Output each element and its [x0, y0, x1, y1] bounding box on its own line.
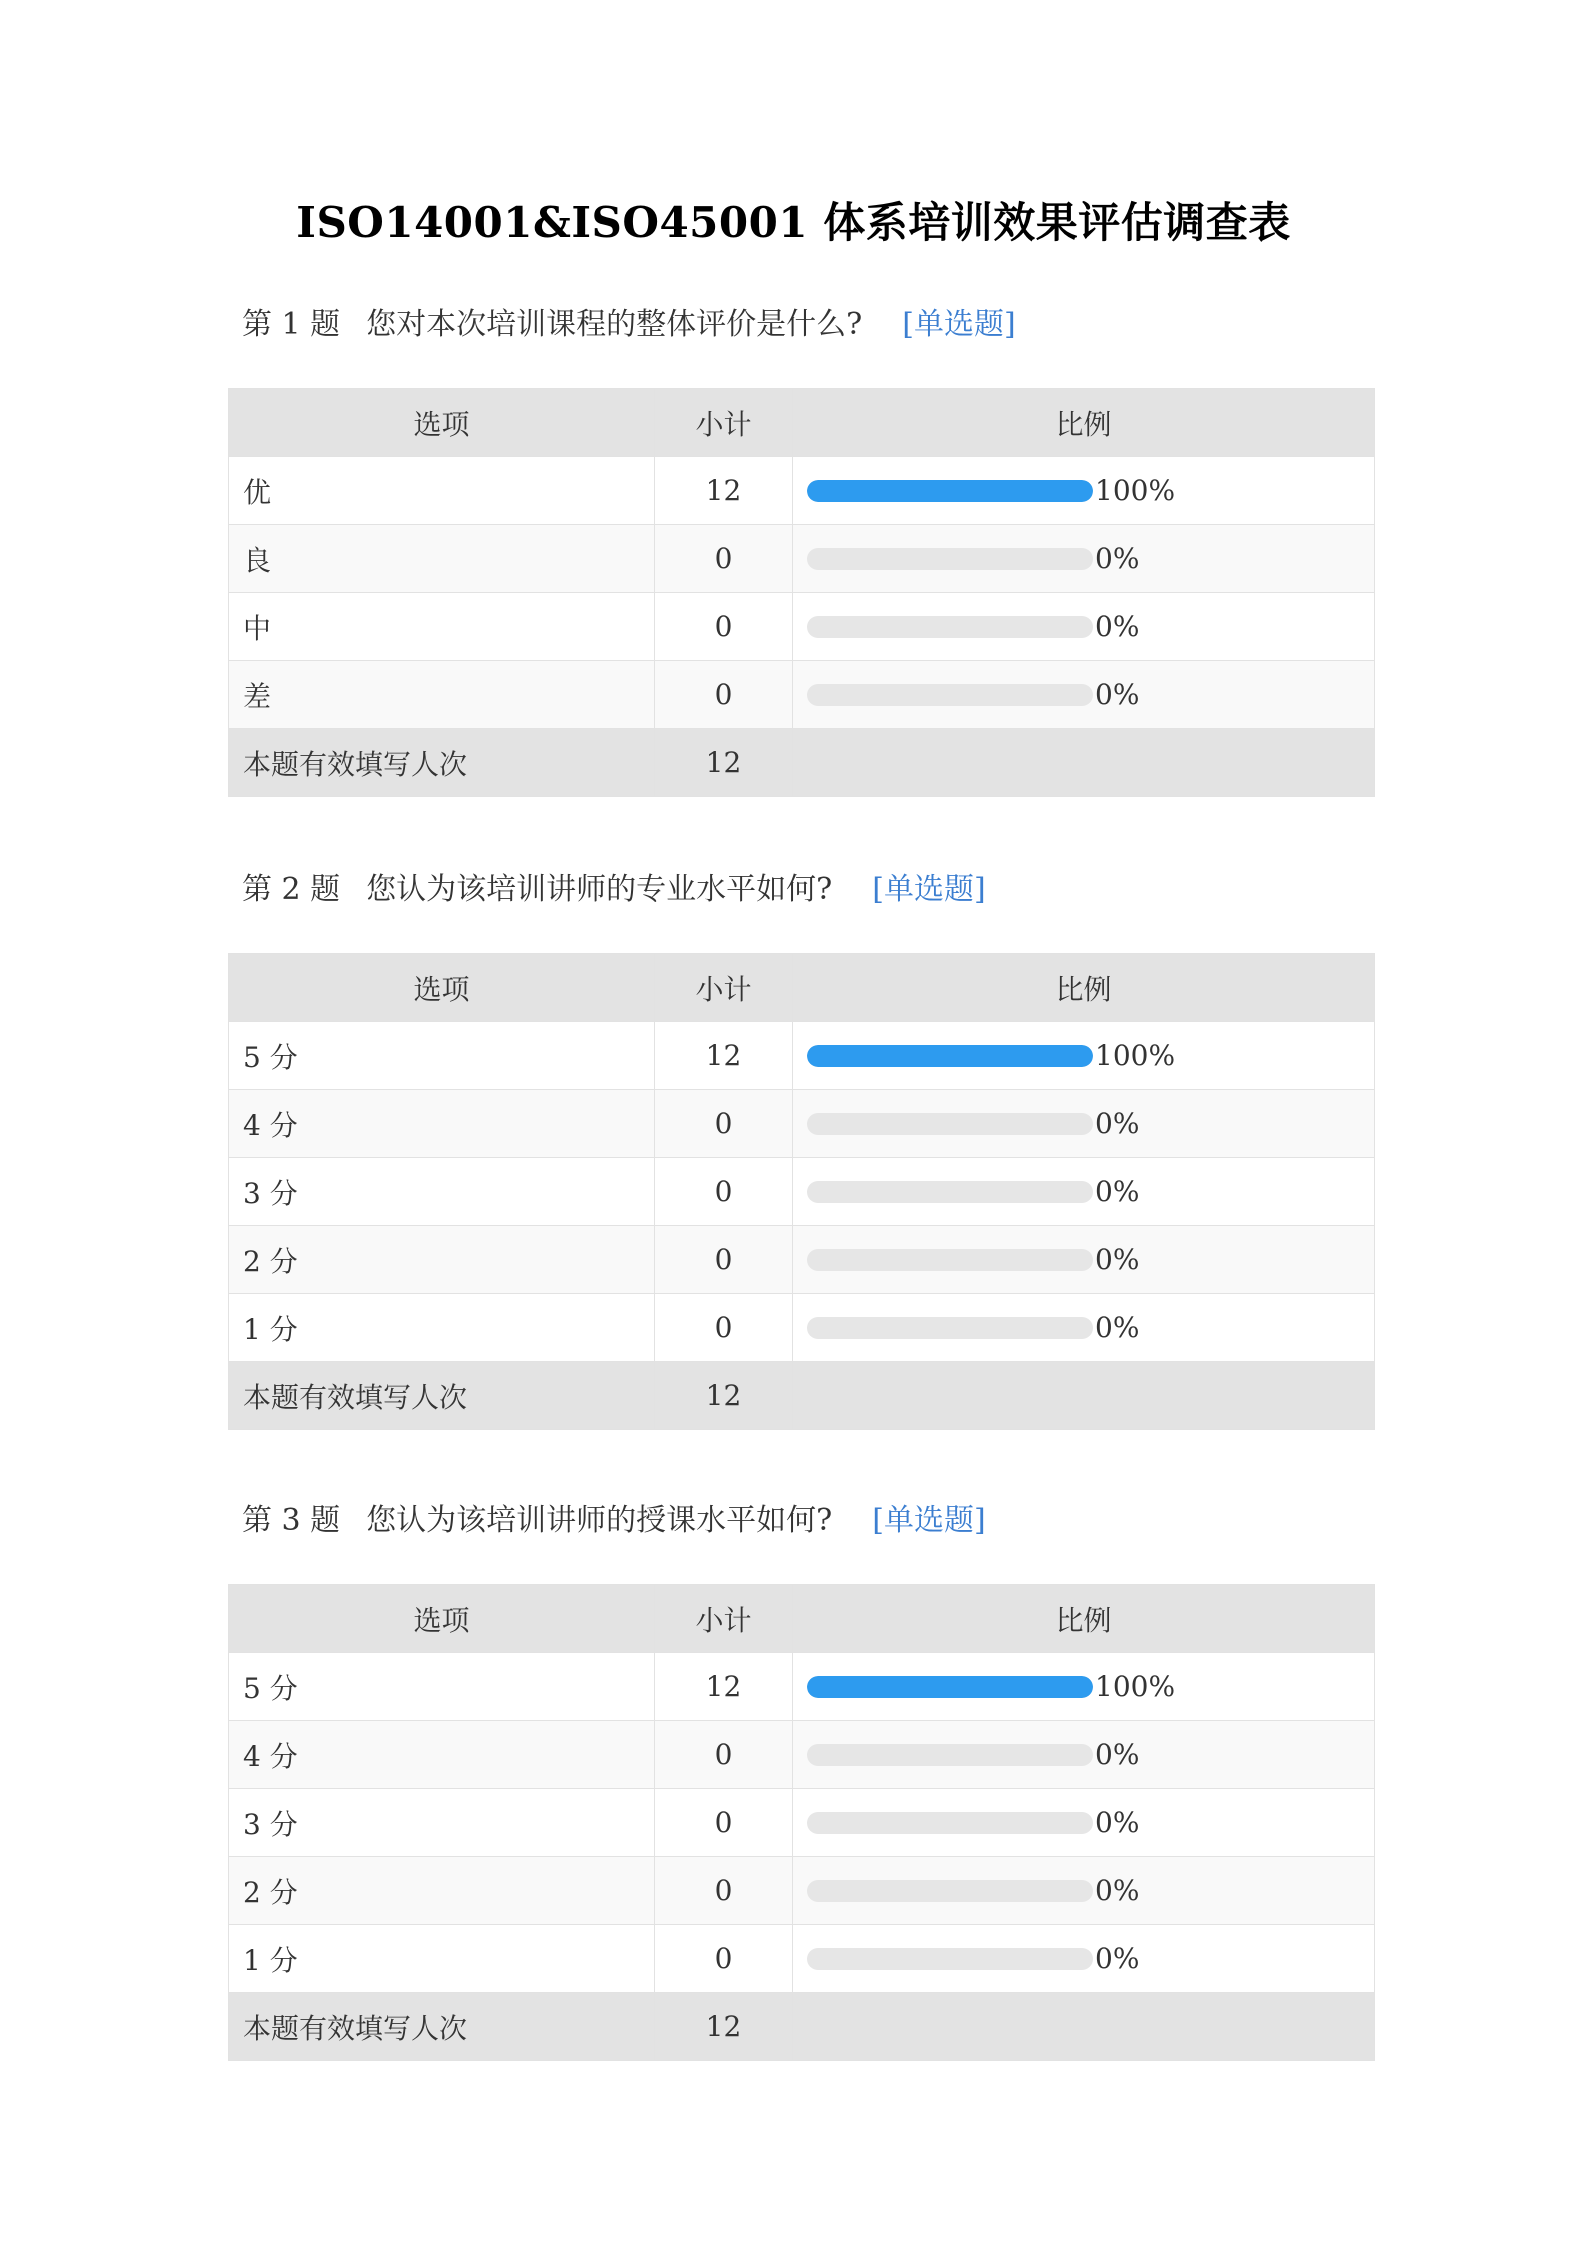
option-count: 0: [655, 1925, 793, 1993]
question-1: [228, 290, 1374, 797]
table-row: [229, 1857, 1375, 1925]
option-label: 3 分: [229, 1158, 655, 1226]
ratio-percent: 0%: [1095, 610, 1140, 643]
header-count: 小计: [655, 1585, 793, 1653]
question-type-tag: [单选题]: [872, 1503, 986, 1538]
option-ratio: [793, 1789, 1375, 1857]
option-label: 2 分: [229, 1857, 655, 1925]
ratio-percent: 0%: [1095, 1311, 1140, 1344]
result-table: [228, 388, 1375, 797]
option-count: 12: [655, 1022, 793, 1090]
question-text: 您认为该培训讲师的授课水平如何?: [366, 1503, 833, 1538]
table-footer-row: [229, 729, 1375, 797]
question-number: 第 1 题: [242, 307, 341, 342]
option-label: 5 分: [229, 1653, 655, 1721]
option-label: 优: [229, 457, 655, 525]
footer-total: 12: [655, 1362, 793, 1430]
question-text: 您对本次培训课程的整体评价是什么?: [366, 307, 863, 342]
ratio-percent: 0%: [1095, 1874, 1140, 1907]
footer-label: 本题有效填写人次: [229, 1362, 655, 1430]
question-number: 第 2 题: [242, 872, 341, 907]
ratio-bar-track: [807, 480, 1093, 502]
ratio-bar-track: [807, 616, 1093, 638]
ratio-bar-track: [807, 548, 1093, 570]
option-ratio: [793, 1226, 1375, 1294]
question-type-tag: [单选题]: [872, 872, 986, 907]
ratio-percent: 0%: [1095, 1107, 1140, 1140]
option-label: 中: [229, 593, 655, 661]
ratio-bar-fill: [807, 1045, 1093, 1067]
table-header-row: [229, 954, 1375, 1022]
ratio-bar-track: [807, 1676, 1093, 1698]
question-3: [228, 1486, 1374, 2061]
ratio-bar-track: [807, 1113, 1093, 1135]
result-table: [228, 1584, 1375, 2061]
footer-empty: [793, 729, 1375, 797]
option-label: 良: [229, 525, 655, 593]
option-count: 12: [655, 1653, 793, 1721]
question-2: [228, 855, 1374, 1430]
option-label: 1 分: [229, 1294, 655, 1362]
table-row: [229, 1022, 1375, 1090]
option-label: 1 分: [229, 1925, 655, 1993]
table-row: [229, 661, 1375, 729]
ratio-bar-track: [807, 684, 1093, 706]
ratio-bar-fill: [807, 1676, 1093, 1698]
footer-total: 12: [655, 1993, 793, 2061]
option-count: 0: [655, 1158, 793, 1226]
table-row: [229, 593, 1375, 661]
option-ratio: [793, 1721, 1375, 1789]
table-row: [229, 525, 1375, 593]
question-heading: [228, 855, 1374, 925]
table-row: [229, 1789, 1375, 1857]
ratio-percent: 100%: [1095, 1670, 1176, 1703]
ratio-bar-track: [807, 1249, 1093, 1271]
option-ratio: [793, 1090, 1375, 1158]
question-heading: [228, 290, 1374, 360]
option-ratio: [793, 1158, 1375, 1226]
footer-total: 12: [655, 729, 793, 797]
ratio-bar-track: [807, 1812, 1093, 1834]
header-ratio: 比例: [793, 1585, 1375, 1653]
table-header-row: [229, 389, 1375, 457]
table-row: [229, 457, 1375, 525]
option-ratio: [793, 457, 1375, 525]
option-ratio: [793, 1294, 1375, 1362]
option-label: 4 分: [229, 1721, 655, 1789]
table-footer-row: [229, 1993, 1375, 2061]
option-label: 3 分: [229, 1789, 655, 1857]
header-count: 小计: [655, 389, 793, 457]
table-footer-row: [229, 1362, 1375, 1430]
page-title: ISO14001&ISO45001 体系培训效果评估调查表: [296, 198, 1291, 247]
option-count: 0: [655, 1294, 793, 1362]
footer-empty: [793, 1362, 1375, 1430]
table-row: [229, 1090, 1375, 1158]
footer-empty: [793, 1993, 1375, 2061]
table-row: [229, 1925, 1375, 1993]
table-header-row: [229, 1585, 1375, 1653]
question-type-tag: [单选题]: [902, 307, 1016, 342]
option-count: 0: [655, 593, 793, 661]
ratio-percent: 0%: [1095, 1175, 1140, 1208]
ratio-percent: 0%: [1095, 1738, 1140, 1771]
option-ratio: [793, 593, 1375, 661]
ratio-bar-track: [807, 1181, 1093, 1203]
table-row: [229, 1158, 1375, 1226]
table-row: [229, 1294, 1375, 1362]
table-row: [229, 1226, 1375, 1294]
option-ratio: [793, 661, 1375, 729]
ratio-bar-track: [807, 1045, 1093, 1067]
table-row: [229, 1653, 1375, 1721]
ratio-bar-track: [807, 1744, 1093, 1766]
option-count: 0: [655, 1226, 793, 1294]
header-option: 选项: [229, 954, 655, 1022]
option-count: 0: [655, 525, 793, 593]
ratio-bar-track: [807, 1317, 1093, 1339]
question-text: 您认为该培训讲师的专业水平如何?: [366, 872, 833, 907]
ratio-percent: 100%: [1095, 1039, 1176, 1072]
option-label: 2 分: [229, 1226, 655, 1294]
ratio-percent: 0%: [1095, 1942, 1140, 1975]
option-ratio: [793, 1022, 1375, 1090]
ratio-percent: 100%: [1095, 474, 1176, 507]
header-option: 选项: [229, 389, 655, 457]
option-count: 0: [655, 1789, 793, 1857]
footer-label: 本题有效填写人次: [229, 1993, 655, 2061]
header-ratio: 比例: [793, 954, 1375, 1022]
ratio-bar-track: [807, 1880, 1093, 1902]
ratio-bar-fill: [807, 480, 1093, 502]
footer-label: 本题有效填写人次: [229, 729, 655, 797]
option-count: 12: [655, 457, 793, 525]
question-heading: [228, 1486, 1374, 1556]
ratio-percent: 0%: [1095, 542, 1140, 575]
option-label: 差: [229, 661, 655, 729]
header-count: 小计: [655, 954, 793, 1022]
ratio-bar-track: [807, 1948, 1093, 1970]
header-ratio: 比例: [793, 389, 1375, 457]
option-ratio: [793, 1925, 1375, 1993]
option-count: 0: [655, 1721, 793, 1789]
table-row: [229, 1721, 1375, 1789]
question-number: 第 3 题: [242, 1503, 341, 1538]
header-option: 选项: [229, 1585, 655, 1653]
ratio-percent: 0%: [1095, 1806, 1140, 1839]
option-ratio: [793, 525, 1375, 593]
option-ratio: [793, 1653, 1375, 1721]
ratio-percent: 0%: [1095, 678, 1140, 711]
result-table: [228, 953, 1375, 1430]
option-count: 0: [655, 1090, 793, 1158]
ratio-percent: 0%: [1095, 1243, 1140, 1276]
option-ratio: [793, 1857, 1375, 1925]
option-label: 4 分: [229, 1090, 655, 1158]
option-label: 5 分: [229, 1022, 655, 1090]
option-count: 0: [655, 661, 793, 729]
option-count: 0: [655, 1857, 793, 1925]
